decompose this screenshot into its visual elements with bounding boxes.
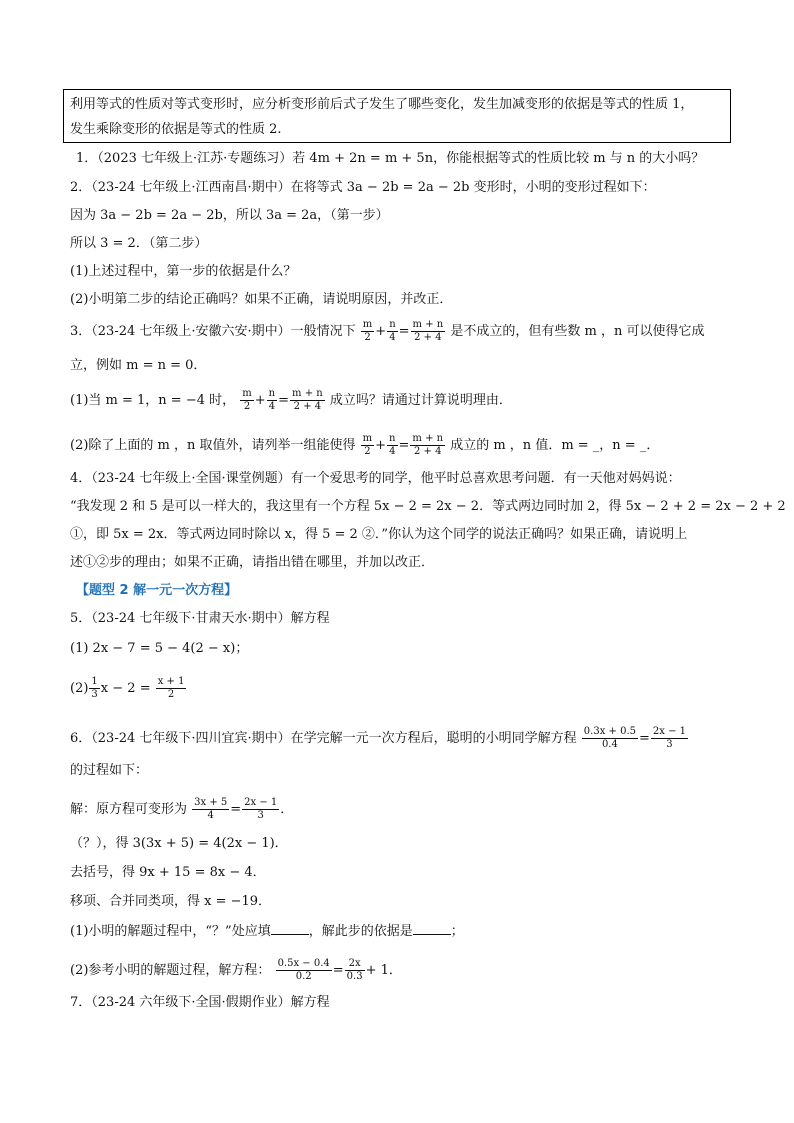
q6-step: （？），得 3(3x + 5) = 4(2x − 1)． (70, 836, 288, 851)
q4-line4: 述①②步的理由；如果不正确，请指出错在哪里，并加以改正． (70, 555, 435, 570)
q6-stem: 6．（23-24 七年级下·四川宜宾·期中）在学完解一元一次方程后，聪明的小明同学解方程 $\frac{0.3x + 0.5}{0.4}$ = $\frac{2x - 1}{3}$ (70, 726, 686, 750)
q3-stem-2: 立，例如 m = n = 0． (70, 358, 207, 373)
fraction: $\frac{3x + 5}{4}$ (194, 797, 228, 821)
q7-stem: 7．（23-24 六年级下·全国·假期作业）解方程 (70, 995, 330, 1010)
q6-step: 移项、合并同类项，得 x = −19． (70, 894, 272, 909)
q3-part1: (1)当 m = 1，n = −4 时， $\frac{m}{2}$ + $\frac{n}{4}$ = $\frac{m + n}{2 + 4}$ 成立吗？请通过计算说明理由． (70, 388, 512, 412)
fraction: $\frac{1}{3}$ (91, 676, 98, 700)
q4-line1: 4．（23-24 七年级上·全国·课堂例题）有一个爱思考的同学，他平时总喜欢思考问题．有一天他对妈妈说： (70, 471, 681, 486)
q2-stem: 2．（23-24 七年级上·江西南昌·期中）在将等式 3a − 2b = 2a − 2b 变形时，小明的变形过程如下： (70, 180, 656, 195)
q6-solution: 解：原方程可变形为 $\frac{3x + 5}{4}$ = $\frac{2x - 1}{3}$ ． (70, 797, 294, 821)
q5-part1: (1) 2x − 7 = 5 − 4(2 − x)； (70, 641, 249, 656)
fraction: $\frac{2x - 1}{3}$ (652, 726, 686, 750)
fraction: $\frac{0.3x + 0.5}{0.4}$ (583, 726, 636, 750)
fraction: $\frac{m + n}{2 + 4}$ (412, 319, 444, 343)
q2-step2: 所以 3 = 2．（第二步） (70, 236, 208, 251)
q4-line2: “我发现 2 和 5 是可以一样大的，我这里有一个方程 5x − 2 = 2x − 2．等式两边同时加 2，得 5x − 2 + 2 = 2x − 2 + 2 (70, 499, 786, 514)
fraction: $\frac{2x}{0.3}$ (346, 958, 363, 982)
tip-line-1: 利用等式的性质对等式变形时，应分析变形前后式子发生了哪些变化，发生加减变形的依据是等式的性质 1， (70, 97, 694, 112)
fraction: $\frac{m}{2}$ (362, 319, 373, 343)
q5-stem: 5．（23-24 七年级下·甘肃天水·期中）解方程 (70, 611, 330, 626)
q6-stem-2: 的过程如下： (70, 763, 149, 778)
fraction: $\frac{2x - 1}{3}$ (244, 797, 278, 821)
answer-blank[interactable] (413, 922, 451, 935)
fraction: $\frac{m + n}{2 + 4}$ (292, 388, 323, 412)
q4-line3: ①，即 5x = 2x．等式两边同时除以 x，得 5 = 2 ②．”你认为这个同学的说法正确吗？如果正确，请说明上 (70, 527, 688, 542)
fraction: $\frac{n}{4}$ (389, 319, 396, 343)
fraction: $\frac{n}{4}$ (268, 388, 276, 412)
q6-part1: (1)小明的解题过程中，“？”处应填 ，解此步的依据是 ； (70, 924, 464, 939)
fraction: $\frac{m + n}{2 + 4}$ (412, 433, 444, 457)
q3-part2: (2)除了上面的 m ，n 取值外，请列举一组能使得 $\frac{m}{2}$ + $\frac{n}{4}$ = $\frac{m + n}{2 + 4}$ 成立的 m ，n 值．m = _，n = _． (70, 433, 660, 457)
q2-part1: (1)上述过程中，第一步的依据是什么？ (70, 264, 297, 279)
fraction: $\frac{m}{2}$ (242, 388, 252, 412)
tip-box (63, 89, 731, 143)
q1-text: 1．（2023 七年级上·江苏·专题练习）若 4m + 2n = m + 5n，你能根据等式的性质比较 m 与 n 的大小吗？ (76, 151, 705, 166)
fraction: $\frac{0.5x - 0.4}{0.2}$ (277, 958, 330, 982)
q2-step1: 因为 3a − 2b = 2a − 2b，所以 3a = 2a，（第一步） (70, 208, 389, 223)
fraction: $\frac{x + 1}{2}$ (157, 676, 185, 700)
q3-stem: 3．（23-24 七年级上·安徽六安·期中）一般情况下 $\frac{m}{2}$ + $\frac{n}{4}$ = $\frac{m + n}{2 + 4}$ 是不成立的，但有些数 m ，n 可以使得它成 (70, 319, 705, 343)
fraction: $\frac{m}{2}$ (362, 433, 373, 457)
answer-blank[interactable] (271, 922, 309, 935)
tip-line-2: 发生乘除变形的依据是等式的性质 2. (70, 122, 282, 137)
q2-part2: (2)小明第二步的结论正确吗？如果不正确，请说明原因，并改正． (70, 292, 453, 307)
q6-part2: (2)参考小明的解题过程，解方程： $\frac{0.5x - 0.4}{0.2}$ = $\frac{2x}{0.3}$ + 1． (70, 958, 402, 982)
q5-part2: (2) $\frac{1}{3}$ x − 2 = $\frac{x + 1}{2}$ (70, 676, 185, 700)
q6-step: 去括号，得 9x + 15 = 8x − 4． (70, 865, 266, 880)
section-heading: 【题型 2 解一元一次方程】 (76, 583, 238, 598)
fraction: $\frac{n}{4}$ (389, 433, 396, 457)
